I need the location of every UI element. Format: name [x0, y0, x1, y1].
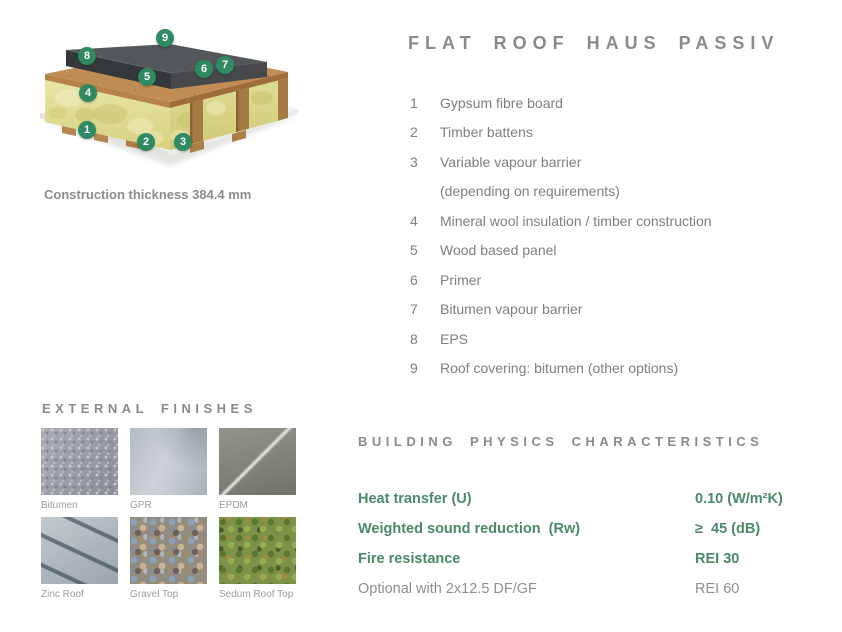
item-text: Roof covering: bitumen (other options): [440, 360, 679, 377]
physics-value: REI 30: [695, 551, 740, 567]
finish-item-bitumen: [41, 428, 118, 511]
physics-label: Heat transfer (U): [358, 491, 472, 507]
list-item: [410, 206, 810, 236]
layer-marker-7: 7: [216, 56, 234, 74]
list-item: [410, 265, 810, 295]
physics-row-sound-reduction: [358, 514, 810, 544]
item-number: 2: [410, 124, 418, 141]
finish-label: Bitumen: [41, 500, 78, 511]
bitumen-texture-thumbnail: [41, 428, 118, 495]
item-number: 4: [410, 212, 418, 229]
physics-row-fire-resistance: [358, 544, 810, 574]
layer-marker-5: 5: [138, 68, 156, 86]
construction-thickness-caption: Construction thickness 384.4 mm: [44, 187, 252, 202]
item-number: 7: [410, 301, 418, 318]
gpr-texture-thumbnail: [130, 428, 207, 495]
sedum-roof-top-texture-thumbnail: [219, 517, 296, 584]
item-text: Mineral wool insulation / timber construction: [440, 212, 712, 229]
roof-construction-diagram: [40, 18, 300, 180]
item-text: Timber battens: [440, 124, 533, 141]
layer-marker-4: 4: [79, 84, 97, 102]
gravel-top-texture-thumbnail: [130, 517, 207, 584]
finish-label: Gravel Top: [130, 589, 179, 600]
list-item: [410, 295, 810, 325]
page-title: FLAT ROOF HAUS PASSIV: [408, 33, 780, 53]
item-text: (depending on requirements): [440, 183, 620, 200]
finish-item-sedum-roof-top: [219, 517, 296, 600]
finish-item-gravel-top: [130, 517, 207, 600]
layer-marker-9: 9: [156, 29, 174, 47]
item-number: 9: [410, 360, 418, 377]
zinc-roof-texture-thumbnail: [41, 517, 118, 584]
physics-label: Optional with 2x12.5 DF/GF: [358, 581, 537, 597]
finish-label: Zinc Roof: [41, 589, 84, 600]
item-number: 8: [410, 330, 418, 347]
building-physics-heading: BUILDING PHYSICS CHARACTERISTICS: [358, 434, 764, 449]
external-finishes-grid: [41, 428, 296, 600]
physics-row-optional: [358, 574, 810, 604]
item-text: EPS: [440, 330, 469, 347]
finish-label: Sedum Roof Top: [219, 589, 294, 600]
layer-marker-8: 8: [78, 47, 96, 65]
layer-marker-1: 1: [78, 121, 96, 139]
item-text: Wood based panel: [440, 242, 557, 259]
physics-value: 0.10 (W/m²K): [695, 491, 783, 507]
external-finishes-heading: EXTERNAL FINISHES: [42, 401, 257, 416]
finish-label: EPDM: [219, 500, 248, 511]
list-item: [410, 354, 810, 384]
item-number: 6: [410, 271, 418, 288]
item-number: 3: [410, 153, 418, 170]
epdm-texture-thumbnail: [219, 428, 296, 495]
item-text: Gypsum fibre board: [440, 94, 563, 111]
list-item: [410, 118, 810, 148]
physics-value: ≥ 45 (dB): [695, 521, 761, 537]
item-number: 5: [410, 242, 418, 259]
physics-label: Weighted sound reduction (Rw): [358, 521, 581, 537]
finish-label: GPR: [130, 500, 152, 511]
list-item-continuation: [410, 177, 810, 207]
finish-item-epdm: [219, 428, 296, 511]
finish-item-gpr: [130, 428, 207, 511]
physics-value: REI 60: [695, 581, 740, 597]
layer-legend-list: [410, 88, 810, 383]
list-item: [410, 324, 810, 354]
list-item: [410, 236, 810, 266]
layer-marker-6: 6: [195, 60, 213, 78]
item-text: Bitumen vapour barrier: [440, 301, 583, 318]
building-physics-table: [358, 484, 810, 604]
item-text: Variable vapour barrier: [440, 153, 582, 170]
list-item: [410, 147, 810, 177]
physics-label: Fire resistance: [358, 551, 461, 567]
list-item: [410, 88, 810, 118]
layer-marker-2: 2: [137, 133, 155, 151]
item-text: Primer: [440, 271, 482, 288]
layer-marker-3: 3: [174, 133, 192, 151]
item-number: 1: [410, 94, 418, 111]
finish-item-zinc-roof: [41, 517, 118, 600]
physics-row-heat-transfer: [358, 484, 810, 514]
